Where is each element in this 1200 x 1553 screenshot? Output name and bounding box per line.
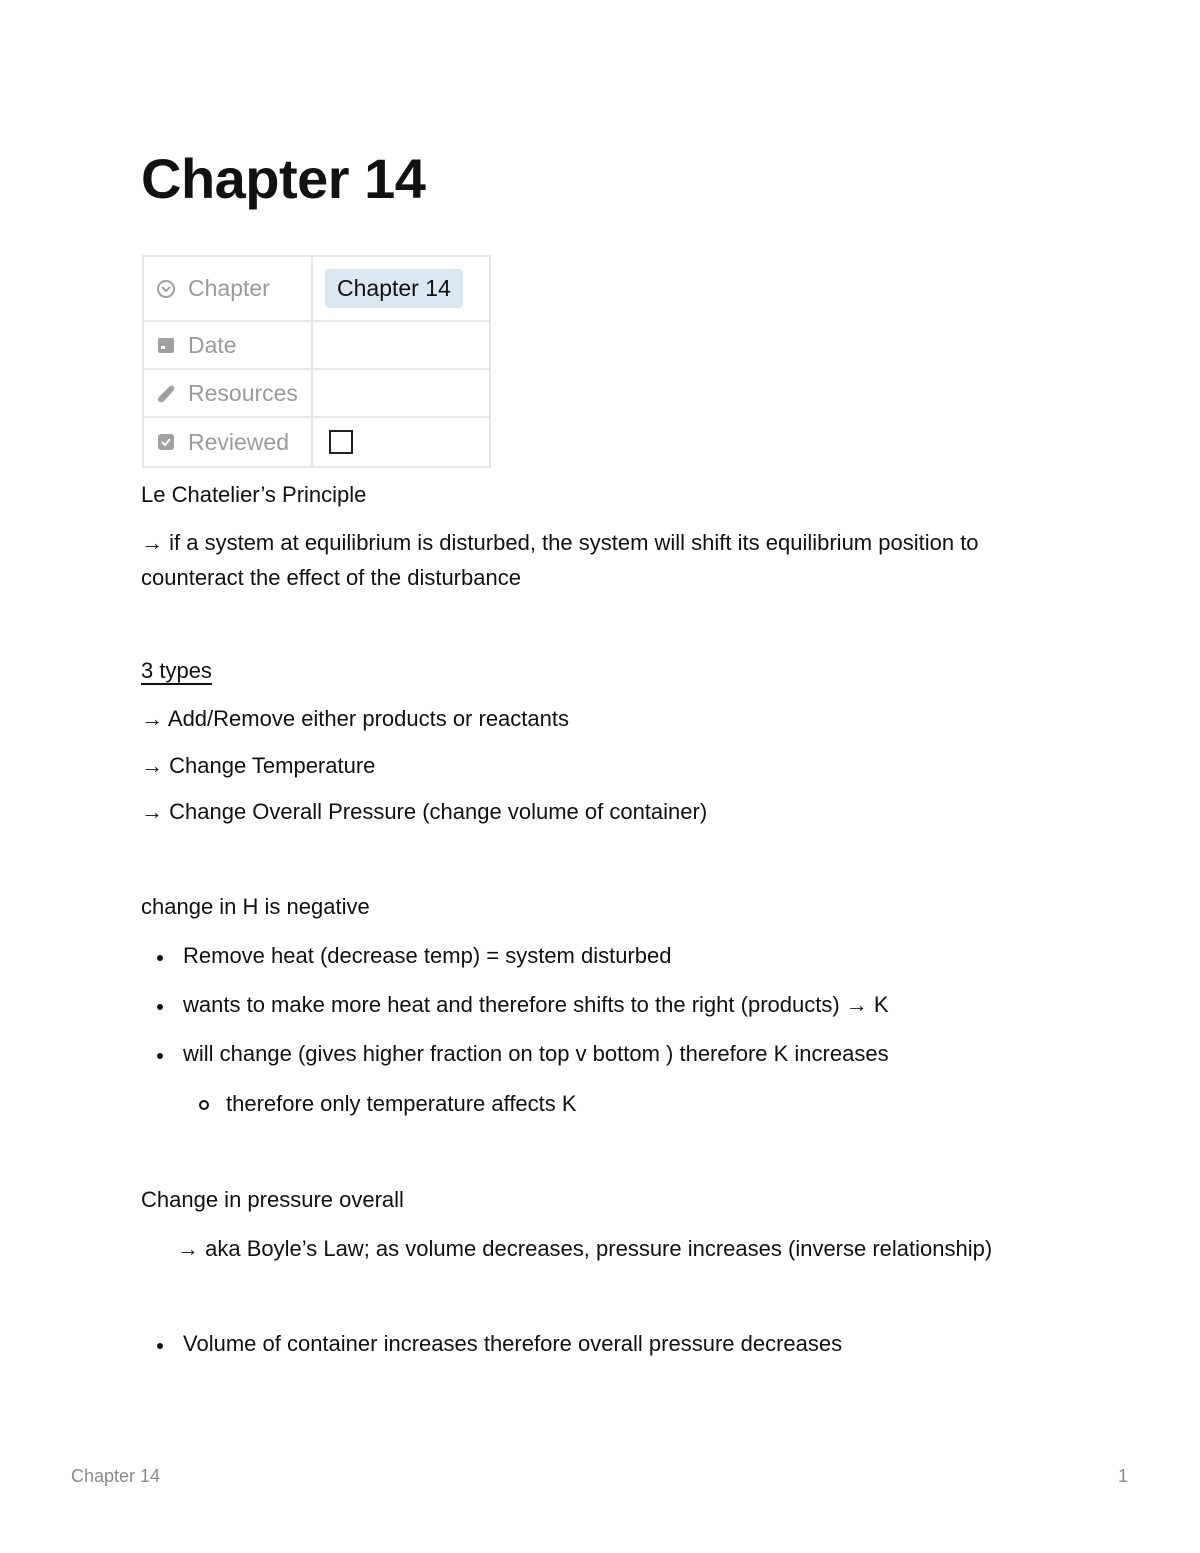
property-name-cell [143, 321, 312, 369]
type-item: → Add/Remove either products or reactants [141, 706, 569, 731]
list-item: will change (gives higher fraction on top v bottom ) therefore K increases [183, 1041, 889, 1066]
page-title: Chapter 14 [141, 147, 426, 210]
pressure-heading: Change in pressure overall [141, 1187, 404, 1212]
property-name-cell [143, 417, 312, 467]
enthalpy-heading: change in H is negative [141, 894, 370, 919]
type-item: → Change Temperature [141, 753, 376, 778]
bullet-dot [157, 955, 163, 961]
bullet-dot [157, 1053, 163, 1059]
date-value-cell[interactable] [312, 321, 490, 369]
property-row-date [143, 321, 490, 369]
checkbox-icon [156, 432, 176, 452]
calendar-icon [156, 335, 176, 355]
property-label-reviewed: Reviewed [188, 428, 289, 455]
property-label-chapter: Chapter [188, 275, 270, 301]
property-name-cell [143, 369, 312, 417]
types-heading: 3 types [141, 658, 212, 683]
resources-value-cell[interactable] [312, 369, 490, 417]
principle-line: counteract the effect of the disturbance [141, 565, 521, 590]
property-row-resources [143, 369, 490, 417]
bullet-dot [157, 1343, 163, 1349]
list-item: Volume of container increases therefore overall pressure decreases [183, 1331, 843, 1356]
principle-title: Le Chatelier’s Principle [141, 482, 367, 507]
sub-bullet-circle [199, 1100, 209, 1110]
principle-line: → if a system at equilibrium is disturbed, the system will shift its equilibrium position to [141, 530, 979, 555]
footer-title: Chapter 14 [71, 1466, 161, 1486]
chapter-tag[interactable]: Chapter 14 [325, 269, 463, 308]
list-item: wants to make more heat and therefore shifts to the right (products) → K [183, 992, 889, 1017]
reviewed-checkbox[interactable] [329, 430, 353, 454]
pressure-note: → aka Boyle’s Law; as volume decreases, pressure increases (inverse relationship) [177, 1236, 993, 1261]
properties-table [142, 255, 491, 468]
property-value-cell[interactable] [312, 256, 490, 321]
property-row-chapter [143, 256, 490, 321]
select-icon [156, 279, 176, 299]
property-label-date: Date [188, 331, 237, 358]
property-row-reviewed [143, 417, 490, 467]
paperclip-icon [156, 383, 176, 403]
sub-list-item: therefore only temperature affects K [226, 1091, 577, 1116]
property-label-resources: Resources [188, 379, 298, 406]
property-name-cell [143, 256, 312, 321]
type-item: → Change Overall Pressure (change volume of container) [141, 799, 708, 824]
list-item: Remove heat (decrease temp) = system disturbed [183, 943, 672, 968]
page-number: 1 [1118, 1466, 1129, 1486]
reviewed-value-cell [312, 417, 490, 467]
bullet-dot [157, 1004, 163, 1010]
